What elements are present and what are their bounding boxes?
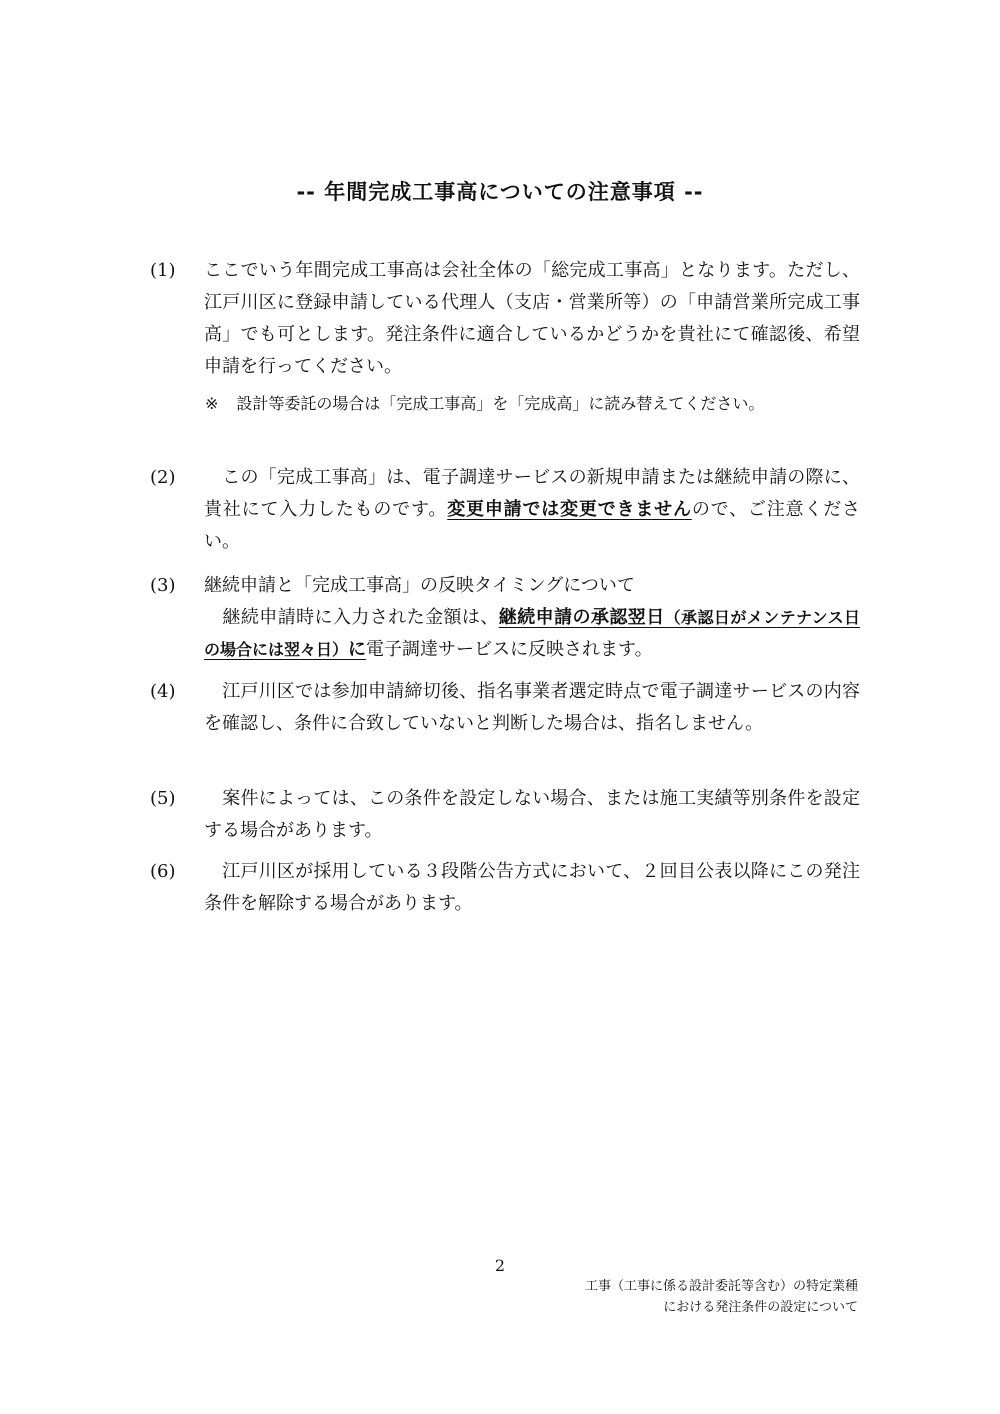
- footer-document-title: [585, 1276, 858, 1318]
- emphasis-text: に: [348, 639, 367, 660]
- item-text: 江戸川区が採用している３段階公告方式において、２回目公表以降にこの発注条件を解除する場合があります。: [204, 861, 860, 914]
- note-item-6: [150, 856, 860, 920]
- note-item-4: [150, 676, 860, 740]
- emphasis-text: 継続申請の承認翌日: [498, 607, 665, 628]
- item-number: (1): [150, 260, 176, 281]
- item-number: (5): [150, 788, 176, 809]
- note-item-1: [150, 255, 860, 383]
- item-text-part: ので、ご注意ください。: [204, 499, 861, 552]
- item-text: 案件によっては、この条件を設定しない場合、または施工実績等別条件を設定する場合があります。: [204, 788, 860, 841]
- footer-line: 工事（工事に係る設計委託等含む）の特定業種: [584, 1279, 858, 1294]
- item-text: [204, 462, 860, 558]
- item-text-part: 継続申請時に入力された金額は、: [204, 607, 499, 628]
- item-text: [204, 570, 860, 666]
- emphasis-text: 変更申請では変更できません: [447, 499, 692, 520]
- item-number: (6): [150, 861, 176, 882]
- item-number: (2): [150, 467, 176, 488]
- footer-line: における発注条件の設定について: [663, 1300, 858, 1315]
- page-number: 2: [494, 1256, 506, 1275]
- note-item-5: [150, 783, 860, 847]
- emphasis-text: （承認日がメンテナンス日の場合には翌々日）: [204, 608, 861, 659]
- note-item-3: [150, 570, 860, 666]
- note-item-2: [150, 462, 860, 558]
- item-number: (4): [150, 681, 176, 702]
- reference-mark: ※: [205, 394, 219, 413]
- item-text-part: この「完成工事高」は、電子調達サービスの新規申請または継続申請の際に、貴社にて入力したものです。: [204, 467, 860, 520]
- item-text: 江戸川区では参加申請締切後、指名事業者選定時点で電子調達サービスの内容を確認し、条件に合致していないと判断した場合は、指名しません。: [204, 681, 860, 734]
- page-title: -- 年間完成工事高についての注意事項 --: [296, 180, 704, 204]
- footnote-text: 設計等委託の場合は「完成工事高」を「完成高」に読み替えてください。: [236, 394, 765, 413]
- item-text: ここでいう年間完成工事高は会社全体の「総完成工事高」となります。ただし、江戸川区に登録申請している代理人（支店・営業所等）の「申請営業所完成工事高」でも可とします。発注条件に適合しているかどうかを貴社にて確認後、希望申請を行ってください。: [204, 260, 860, 377]
- item-heading: 継続申請と「完成工事高」の反映タイミングについて: [204, 575, 635, 596]
- item-text-part: 電子調達サービスに反映されます。: [366, 639, 653, 660]
- footnote: [205, 392, 764, 416]
- item-number: (3): [150, 575, 176, 596]
